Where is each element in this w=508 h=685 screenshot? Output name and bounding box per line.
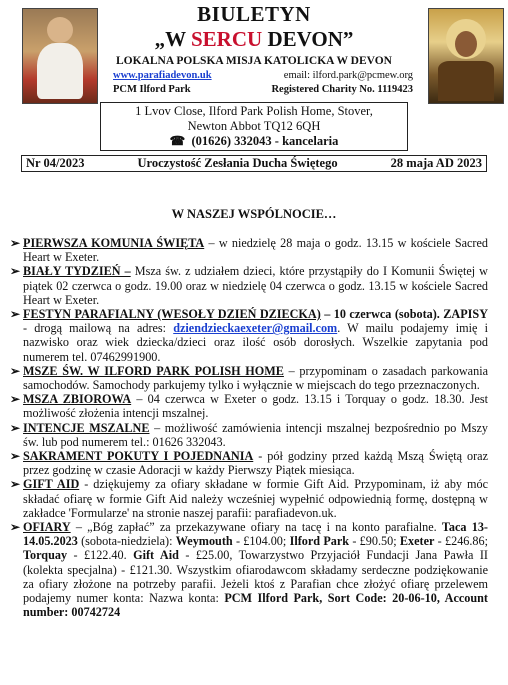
website-link[interactable]: www.parafiadevon.uk bbox=[113, 70, 212, 81]
item-text: - £104.00; bbox=[232, 534, 290, 549]
item-text: - pół godziny przed każdą Mszą Świętą oraz przez godzinę w czasie Adoracji w każdy Pierwszy Piątek miesiąca. bbox=[23, 449, 489, 478]
contact-row bbox=[113, 70, 413, 81]
address-line-2: Newton Abbot TQ12 6QH bbox=[187, 119, 321, 133]
section-title: W NASZEJ WSPÓLNOCIE… bbox=[171, 207, 337, 221]
issue-number: Nr 04/2023 bbox=[26, 156, 85, 170]
item-text: - £122.40. bbox=[67, 548, 134, 563]
bulletin-title: BIULETYN bbox=[197, 2, 311, 26]
email-link[interactable]: dziendzieckaexeter@gmail.com bbox=[173, 321, 338, 336]
list-item bbox=[10, 236, 488, 264]
list-item bbox=[10, 264, 488, 307]
item-text: – w niedzielę 28 maja o godz. 13.15 w kościele Sacred Heart w Exeter. bbox=[23, 236, 488, 265]
robe-shape bbox=[438, 61, 494, 101]
item-bold-text: – 10 czerwca (sobota). ZAPISY bbox=[320, 307, 489, 322]
arrow-bullet-icon: ➢ bbox=[10, 264, 21, 279]
item-text: – 04 czerwca w Exeter o godz. 13.15 i Torquay o godz. 18.30. Jest możliwość złożenia intencji mszalnej. bbox=[23, 392, 489, 421]
item-heading: OFIARY bbox=[23, 520, 71, 535]
item-heading: MSZE ŚW. W ILFORD PARK POLISH HOME bbox=[23, 363, 284, 378]
subtitle-close: DEVON” bbox=[262, 27, 354, 51]
item-text: - dziękujemy za ofiary składane w formie Gift Aid. Przypominam, iż aby móc składać ofiarę w formie Gift Aid należy wcześniej wypełnić odpowiednią formę, dostępną w zakładce 'Formularze' na stronie naszej parafii: parafiadevon.uk. bbox=[23, 477, 488, 520]
item-heading: GIFT AID bbox=[23, 477, 80, 492]
item-heading: FESTYN PARAFIALNY (WESOŁY DZIEŃ DZIECKA) bbox=[23, 307, 321, 322]
arrow-bullet-icon: ➢ bbox=[10, 236, 21, 250]
item-text: - £90.50; bbox=[349, 534, 400, 549]
item-heading: PIERWSZA KOMUNIA ŚWIĘTA bbox=[23, 236, 205, 250]
phone-icon: ☎ bbox=[169, 134, 186, 148]
charity-row bbox=[113, 84, 413, 95]
list-item bbox=[10, 421, 488, 449]
item-text: – przypominam o zasadach parkowania samochodów. Samochody parkujemy tylko i wyłącznie w miejscach do tego przeznaczonych. bbox=[23, 363, 488, 393]
charity-number: Registered Charity No. 1119423 bbox=[271, 84, 413, 95]
arrow-bullet-icon: ➢ bbox=[10, 307, 21, 322]
address-line-1: 1 Lvov Close, Ilford Park Polish Home, Stover, bbox=[135, 104, 373, 118]
item-heading: INTENCJE MSZALNE bbox=[23, 420, 150, 435]
item-text: – „Bóg zapłać” za przekazywane ofiary na tacę i na konto parafialne. bbox=[70, 520, 442, 535]
item-heading: BIAŁY TYDZIEŃ – bbox=[23, 264, 131, 279]
item-text: - drogą mailową na adres: bbox=[23, 321, 174, 336]
phone-line bbox=[101, 134, 407, 149]
pcm-name: PCM Ilford Park bbox=[113, 84, 191, 95]
mission-name: LOKALNA POLSKA MISJA KATOLICKA W DEVON bbox=[116, 55, 392, 67]
item-text: (sobota-niedziela): bbox=[77, 534, 176, 549]
item-text: – możliwość zamówienia intencji mszalnej bezpośrednio po Mszy św. lub pod numerem tel.: 01626 332043. bbox=[23, 420, 488, 449]
subtitle-open: „W bbox=[154, 27, 191, 51]
arrow-bullet-icon: ➢ bbox=[10, 392, 21, 407]
item-bold-text: Exeter bbox=[399, 534, 435, 549]
item-bold-text: Torquay bbox=[23, 548, 68, 563]
arrow-bullet-icon: ➢ bbox=[10, 420, 21, 435]
list-item bbox=[10, 449, 488, 477]
arrow-bullet-icon: ➢ bbox=[10, 449, 21, 464]
arrow-bullet-icon: ➢ bbox=[10, 363, 21, 378]
list-item bbox=[10, 307, 488, 364]
item-text: - £246.86; bbox=[434, 534, 489, 549]
item-heading: SAKRAMENT POKUTY I POJEDNANIA bbox=[23, 449, 254, 464]
list-item bbox=[10, 392, 488, 420]
item-bold-text: Taca 13-14.05.2023 bbox=[23, 520, 488, 549]
item-bold-text: Ilford Park bbox=[289, 534, 350, 549]
issue-bar bbox=[21, 155, 487, 172]
email-text: email: ilford.park@pcmew.org bbox=[283, 70, 413, 81]
item-text: . W mailu podajemy imię i nazwisko oraz wiek dziecka/dzieci oraz ilość osób dorosłych. Wszelkie zapytania pod numerem tel. 07462991900. bbox=[23, 321, 488, 364]
item-heading: MSZA ZBIOROWA bbox=[23, 392, 132, 407]
phone-number: (01626) 332043 - kancelaria bbox=[191, 134, 339, 148]
list-item bbox=[10, 364, 488, 392]
issue-date: 28 maja AD 2023 bbox=[390, 156, 482, 170]
issue-feast: Uroczystość Zesłania Ducha Świętego bbox=[137, 156, 338, 170]
bulletin-subtitle bbox=[0, 27, 508, 52]
announcement-list bbox=[10, 236, 488, 619]
arrow-bullet-icon: ➢ bbox=[10, 520, 21, 535]
subtitle-red-word: SERCU bbox=[191, 27, 263, 51]
list-item bbox=[10, 520, 488, 619]
item-bold-text: Gift Aid bbox=[133, 548, 179, 563]
arrow-bullet-icon: ➢ bbox=[10, 477, 21, 492]
item-text: Msza św. z udziałem dzieci, które przystąpiły do I Komunii Świętej w piątek 02 czerwca o godz. 19.00 oraz w niedzielę 04 czerwca o godz. 13.15 w kościele Sacred Heart w Exeter. bbox=[23, 264, 488, 307]
item-text: - £25.00, Towarzystwo Przyjaciół Fundacji Jana Pawła II (kolekta specjalna) - £121.30. Wszystkim ofiarodawcom składamy serdeczne podziękowanie za ofiary złożone na potrzeby parafii. Jeżeli ktoś z Parafian chce złożyć ofiarę przelewem podajemy numer konta: Nazwa konta: bbox=[23, 548, 488, 606]
address-box bbox=[100, 102, 408, 151]
item-bold-text: PCM Ilford Park, Sort Code: 20-06-10, Account number: 00742724 bbox=[23, 591, 488, 620]
item-bold-text: Weymouth bbox=[175, 534, 233, 549]
list-item bbox=[10, 477, 488, 520]
